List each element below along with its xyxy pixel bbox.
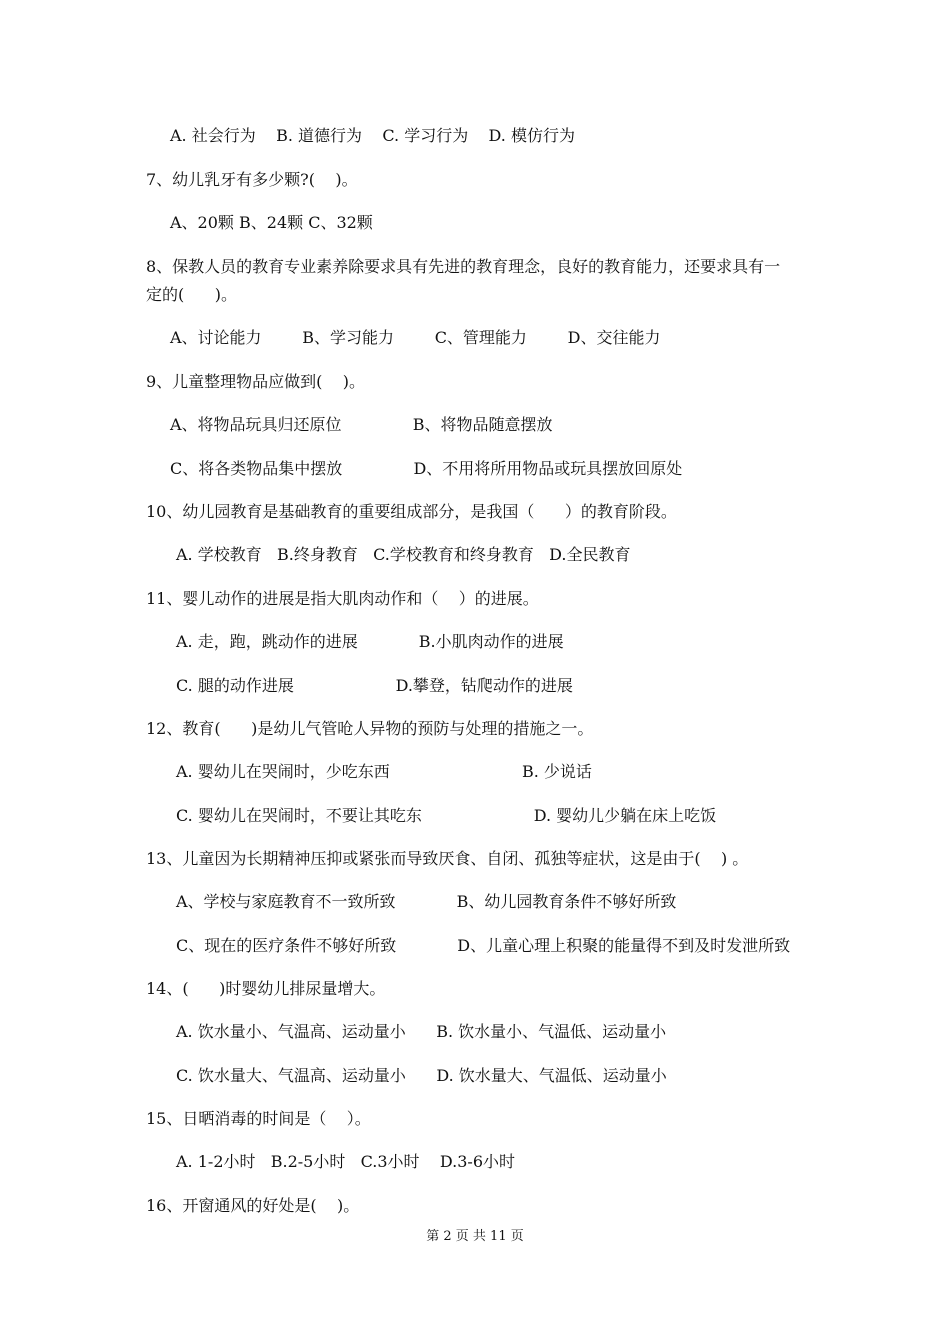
q12-options-cd: C. 婴幼儿在哭闹时，不要让其吃东 D. 婴幼儿少躺在床上吃饭 (176, 806, 717, 825)
q13-options-cd: C、现在的医疗条件不够好所致 D、儿童心理上积聚的能量得不到及时发泄所致 (176, 936, 791, 955)
q13-options-ab: A、学校与家庭教育不一致所致 B、幼儿园教育条件不够好所致 (176, 892, 677, 911)
q12-question: 12、教育( )是幼儿气管呛人异物的预防与处理的措施之一。 (146, 719, 594, 738)
q14-options-cd: C. 饮水量大、气温高、运动量小 D. 饮水量大、气温低、运动量小 (176, 1066, 667, 1085)
q11-options-ab: A. 走，跑，跳动作的进展 B.小肌肉动作的进展 (176, 632, 564, 651)
q15-options: A. 1-2小时 B.2-5小时 C.3小时 D.3-6小时 (176, 1152, 516, 1171)
q11-question: 11、婴儿动作的进展是指大肌肉动作和（ ）的进展。 (146, 589, 539, 608)
q14-options-ab: A. 饮水量小、气温高、运动量小 B. 饮水量小、气温低、运动量小 (176, 1022, 667, 1041)
q9-options-ab: A、将物品玩具归还原位 B、将物品随意摆放 (170, 415, 553, 434)
q9-options-cd: C、将各类物品集中摆放 D、不用将所用物品或玩具摆放回原处 (170, 459, 683, 478)
q8-options: A、讨论能力 B、学习能力 C、管理能力 D、交往能力 (170, 328, 661, 347)
q15-question: 15、日晒消毒的时间是（ ）。 (146, 1109, 371, 1128)
q10-question: 10、幼儿园教育是基础教育的重要组成部分，是我国（ ）的教育阶段。 (146, 502, 677, 521)
q7-question: 7、幼儿乳牙有多少颗?( )。 (146, 170, 358, 189)
q6-options: A. 社会行为 B. 道德行为 C. 学习行为 D. 模仿行为 (170, 126, 575, 145)
page-footer: 第 2 页 共 11 页 (426, 1229, 524, 1244)
q13-question: 13、儿童因为长期精神压抑或紧张而导致厌食、自闭、孤独等症状，这是由于( ) 。 (146, 849, 749, 868)
q16-question: 16、开窗通风的好处是( )。 (146, 1196, 360, 1215)
q8-question-line2: 定的( )。 (146, 285, 238, 304)
q10-options: A. 学校教育 B.终身教育 C.学校教育和终身教育 D.全民教育 (176, 545, 631, 564)
q9-question: 9、儿童整理物品应做到( )。 (146, 372, 366, 391)
q14-question: 14、( )时婴幼儿排尿量增大。 (146, 979, 386, 998)
q7-options: A、20颗 B、24颗 C、32颗 (170, 213, 373, 232)
q8-question-line1: 8、保教人员的教育专业素养除要求具有先进的教育理念，良好的教育能力，还要求具有一 (146, 257, 781, 276)
q12-options-ab: A. 婴幼儿在哭闹时，少吃东西 B. 少说话 (176, 762, 592, 781)
q11-options-cd: C. 腿的动作进展 D.攀登，钻爬动作的进展 (176, 676, 573, 695)
